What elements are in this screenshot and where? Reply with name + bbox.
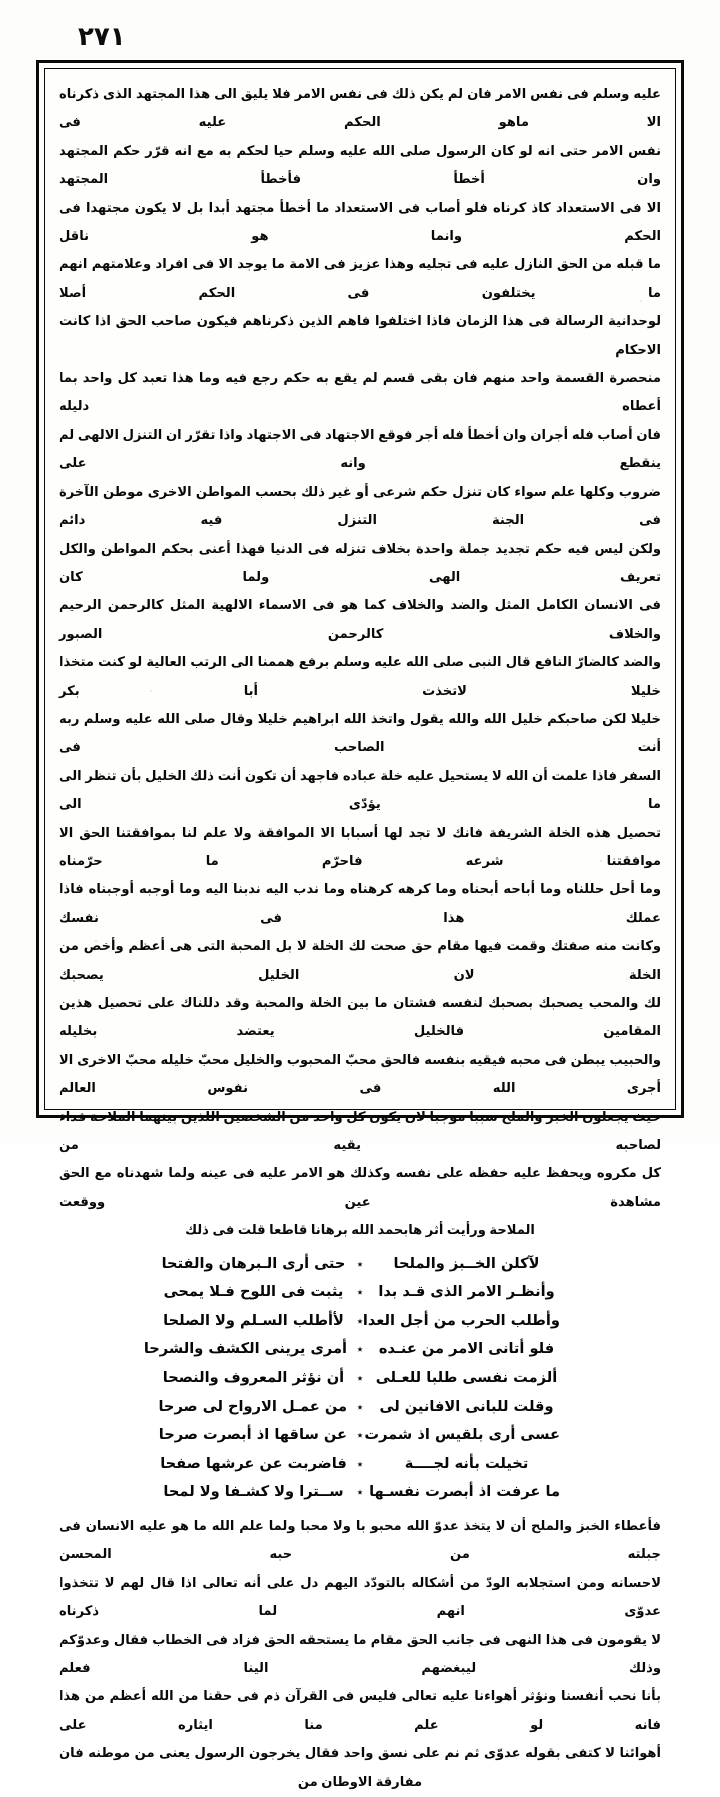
- verse-separator-star-icon: ٭: [356, 1456, 364, 1471]
- prose-line: تحصيل هذه الخلة الشريفة فانك لا تجد لها أسبابا الا الموافقة ولا علم لنا بموافقتنا الحق الا موافقتنا شرعه فاحرّم ما حرّمناه: [59, 825, 661, 869]
- prose-line: والضد كالضارّ النافع قال النبى صلى الله عليه وسلم برفع هممنا الى الرتب العالية لو كنت متخذا خليلا لاتخذت أبا بكر: [59, 655, 661, 699]
- prose-top: [59, 81, 661, 1246]
- prose-line: عليه وسلم فى نفس الامر فان لم يكن ذلك فى نفس الامر فلا يليق الى هذا المجتهد الذى ذكرناه الا ماهو الحكم عليه فى: [59, 87, 661, 131]
- poem-hemistich-first: وقلت للبانى الافانين لى: [379, 1397, 554, 1415]
- prose-line: لوحدانية الرسالة فى هذا الزمان فاذا اختلفوا فاهم الذين ذكرناهم فيكون صاحب الحق اذا كانت الاحكام: [59, 314, 661, 358]
- poem-hemistich-second: عن ساقها اذ أبصرت صرحا: [158, 1426, 347, 1444]
- page-border-inner: [44, 68, 676, 1790]
- poem-hemistich-second: فاضربت عن عرشها صفحا: [160, 1454, 347, 1472]
- prose-line: ضروب وكلها علم سواء كان تنزل حكم شرعى أو غير ذلك بحسب المواطن الاخرى موطن الآخرة فى الجنة التنزل فيه دائم: [59, 484, 661, 529]
- prose-line: أهوائنا لا كتفى بقوله عدوّى ثم نم على نسق واحد فقال يخرجون الرسول يعنى من موطنه فان مفارقة الاوطان من: [59, 1746, 661, 1790]
- poem-verse: [59, 1421, 661, 1450]
- prose-line: نفس الامر حتى انه لو كان الرسول صلى الله عليه وسلم حيا لحكم به مع انه قرّر حكم المجتهد وان أخطأ فأخطأ المجتهد: [59, 143, 661, 188]
- verse-separator-star-icon: ٭: [356, 1313, 364, 1328]
- poem-hemistich-first: عسى أرى بلقيس اذ شمرت: [364, 1426, 560, 1444]
- prose-line: ولكن ليس فيه حكم تجديد جملة واحدة بخلاف تنزله فى الدنيا فهذا أعنى بحكم المواطن والكل تعريف الهى ولما كان: [59, 541, 661, 585]
- poem-block: [59, 1250, 661, 1507]
- poem-verse: [59, 1307, 661, 1336]
- prose-line: فى الانسان الكامل المثل والضد والخلاف كما هو فى الاسماء الالهية المثل كالرحمن الرحيم والخلاف كالرحمن الصبور: [59, 598, 661, 642]
- poem-hemistich-second: يثبت فى اللوح فـلا يمحى: [163, 1283, 344, 1301]
- poem-verse: [59, 1364, 661, 1393]
- text-block: [59, 81, 661, 1790]
- prose-line: منحصرة القسمة واحد منهم فان بقى قسم لم يقع به حكم رجع فيه وما هذا تعبد كل واحد بما أعطاه دليله: [59, 371, 661, 415]
- prose-line: حيث يجعلون الخبز والملح سببا موجبا لان يكون كل واحد من الشخصين اللذين بينهما الملاحة فداء لصاحبه يقيه من: [59, 1109, 661, 1154]
- prose-line: والحبيب يبطن فى محبه فيقيه بنفسه فالحق محبّ المحبوب والخليل محبّ خليله محبّ الاخرى الا أجرى الله فى نفوس العالم: [59, 1052, 661, 1097]
- prose-line: بأنا نحب أنفسنا ونؤثر أهواءنا عليه تعالى فليس فى القرآن ذم فى حقنا من الله أعظم من هذا فانه لو علم منا ايثاره على: [59, 1689, 661, 1733]
- poem-verse: [59, 1250, 661, 1279]
- verse-separator-star-icon: ٭: [356, 1342, 364, 1357]
- poem-hemistich-first: لآكلن الخــبز والملحا: [393, 1254, 540, 1272]
- poem-verse: [59, 1478, 661, 1507]
- page-border-outer: [36, 60, 684, 1790]
- prose-line: فان أصاب فله أجران وان أخطأ فله أجر فوقع الاجتهاد فى الاجتهاد واذا تقرّر ان التنزل الالهى لم ينقطع وانه على: [59, 427, 661, 472]
- poem-hemistich-first: ما عرفت اذ أبصرت نفسـها: [369, 1483, 560, 1501]
- prose-line: وكانت منه صفتك وقمت فيها مقام حق صحت لك الخلة لا بل المحبة التى هى أعظم وأخص من الخلة لان الخليل يصحبك: [59, 939, 661, 983]
- verse-separator-star-icon: ٭: [356, 1285, 364, 1300]
- verse-separator-star-icon: ٭: [356, 1371, 364, 1386]
- poem-hemistich-first: تخيلت بأنه لجــــة: [404, 1454, 529, 1472]
- prose-line: الملاحة ورأيت أثر هابحمد الله برهانا قاطعا قلت فى ذلك: [185, 1223, 535, 1239]
- poem-hemistich-second: ســترا ولا كشـفا ولا لمحا: [163, 1483, 344, 1501]
- prose-line: لك والمحب يصحبك بصحبك لنفسه فشتان ما بين الخلة والمحبة وقد دللناك على تحصيل هذين المقامين فالخليل يعتضد بخليله: [59, 996, 661, 1040]
- prose-line: لاحسانه ومن استجلابه الودّ من أشكاله بالتودّد اليهم دل على أنه تعالى اذا قال لهم لا تتخذوا عدوّى انهم لما ذكرناه: [59, 1575, 661, 1620]
- poem-verse: [59, 1393, 661, 1422]
- poem-hemistich-second: حتى أرى الـبرهان والفتحا: [161, 1254, 346, 1272]
- verse-separator-star-icon: ٭: [356, 1428, 364, 1443]
- prose-line: فأعطاء الخبز والملح أن لا يتخذ عدوّ الله محبو با ولا محبا ولما علم الله ما هو عليه الانسان فى جبلته من حبه المحسن: [59, 1519, 661, 1563]
- prose-line: خليلا لكن صاحبكم خليل الله والله يقول واتخذ الله ابراهيم خليلا وقال صلى الله عليه وسلم ربه أنت الصاحب فى: [59, 711, 661, 756]
- prose-bottom: [59, 1513, 661, 1797]
- poem-verse: [59, 1450, 661, 1479]
- poem-hemistich-second: أن نؤثر المعروف والنصحا: [162, 1369, 345, 1387]
- prose-line: الا فى الاستعداد كاذ كرناه فلو أصاب فى الاستعداد ما أخطأ مجتهد أبدا بل لا يكون مجتهدا فى الحكم وانما هو ناقل: [59, 200, 661, 245]
- poem-hemistich-second: أمرى يرينى الكشف والشرحا: [143, 1340, 347, 1358]
- prose-line: السفر فاذا علمت أن الله لا يستحيل عليه خلة عباده فاجهد أن تكون أنت ذلك الخليل بأن تنظر الى ما يؤدّى الى: [59, 768, 661, 813]
- prose-line: كل مكروه ويحفظ عليه حفظه على نفسه وكذلك هو الامر عليه فى عينه ولما شهدناه مع الحق مشاهدة عين ووقعت: [59, 1166, 661, 1210]
- poem-hemistich-first: فلو أتانى الامر من عنـده: [378, 1340, 555, 1358]
- verse-separator-star-icon: ٭: [356, 1485, 364, 1500]
- prose-line: ما قبله من الحق النازل عليه فى تجليه وهذا عزيز فى الامة ما يوجد الا فى افراد وعلامتهم انهم ما يختلفون فى الحكم أصلا: [59, 257, 661, 301]
- poem-verse: [59, 1335, 661, 1364]
- poem-verse: [59, 1278, 661, 1307]
- poem-hemistich-second: لأأطلب السـلم ولا الصلحا: [163, 1311, 344, 1329]
- page-number: ٢٧١: [78, 22, 126, 52]
- prose-line: وما أحل حللناه وما أباحه أبحناه وما كرهه كرهناه وما ندب اليه ندبنا اليه وما أوجبه أوجبناه فاذا عملك هذا فى نفسك: [59, 882, 661, 926]
- poem-hemistich-second: من عمـل الارواح لى صرحا: [158, 1397, 347, 1415]
- verse-separator-star-icon: ٭: [356, 1256, 364, 1271]
- verse-separator-star-icon: ٭: [356, 1399, 364, 1414]
- poem-hemistich-first: ألزمت نفسى طلبا للعـلى: [375, 1369, 558, 1387]
- poem-hemistich-first: وأطلب الحرب من أجل العدا: [362, 1311, 560, 1329]
- prose-line: لا يقومون فى هذا النهى فى جانب الحق مقام ما يستحقه الحق فزاد فى الخطاب فقال وعدوّكم وذلك ليبغضهم الينا فعلم: [59, 1632, 661, 1677]
- poem-hemistich-first: وأنظـر الامر الذى قـد بدا: [378, 1283, 555, 1301]
